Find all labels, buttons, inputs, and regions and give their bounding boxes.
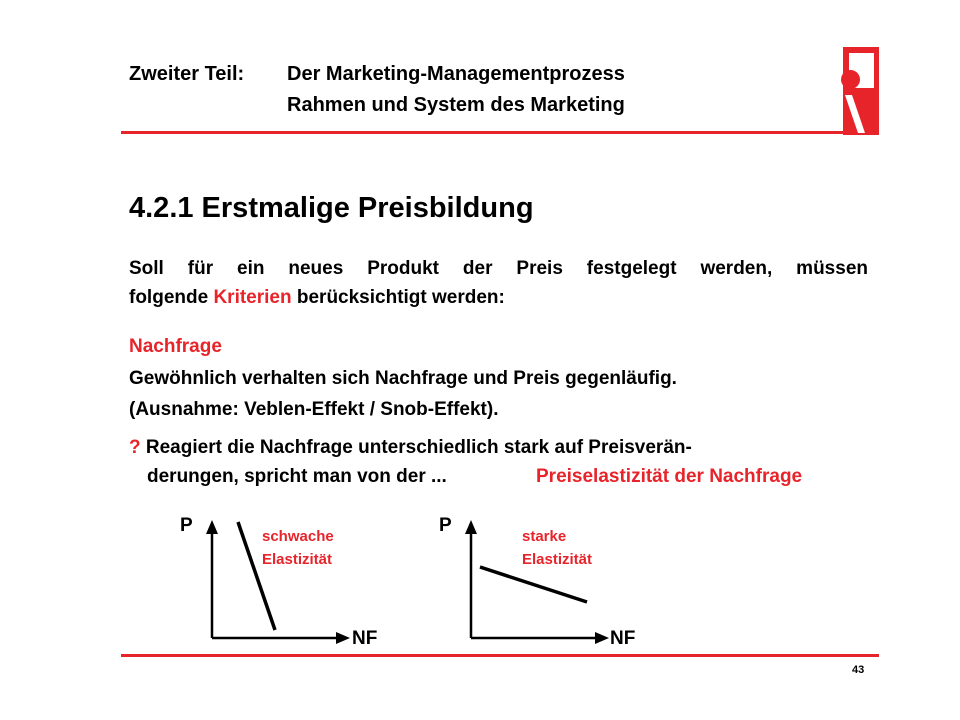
footer-divider: [121, 654, 879, 657]
question-mark-icon: ?: [129, 437, 141, 458]
section-title: 4.2.1 Erstmalige Preisbildung: [129, 192, 534, 224]
header-divider: [121, 131, 843, 134]
question-line-2: derungen, spricht man von der ...: [147, 466, 447, 487]
note-line-1: schwache: [262, 528, 334, 545]
y-axis-label: P: [180, 515, 193, 536]
x-axis-label: NF: [352, 628, 378, 649]
demand-line-2: (Ausnahme: Veblen-Effekt / Snob-Effekt).: [129, 399, 499, 420]
page-number: 43: [852, 664, 865, 676]
note-line-2: Elastizität: [522, 551, 593, 568]
header-line-1: Der Marketing-Managementprozess: [287, 63, 625, 85]
demand-line-1: Gewöhnlich verhalten sich Nachfrage und Preis gegenläufig.: [129, 368, 677, 389]
header-line-2: Rahmen und System des Marketing: [287, 94, 625, 116]
x-axis-arrow: [336, 632, 350, 644]
logo-slash-icon: [843, 85, 879, 135]
x-axis-arrow: [595, 632, 609, 644]
x-axis-label: NF: [610, 628, 636, 649]
kriterien-highlight: Kriterien: [213, 287, 292, 308]
y-axis-label: P: [439, 515, 452, 536]
note-line-2: Elastizität: [262, 551, 333, 568]
demand-heading: Nachfrage: [129, 336, 222, 357]
elasticity-term: Preiselastizität der Nachfrage: [536, 466, 803, 487]
note-line-1: starke: [522, 528, 567, 545]
demand-curve-flat: [480, 567, 587, 602]
question-line-1: ? Reagiert die Nachfrage unterschiedlich stark auf Preisverän-: [129, 437, 692, 458]
intro-line-1: Soll für ein neues Produkt der Preis festgelegt werden, müssen: [129, 258, 868, 279]
intro-line-2: folgende Kriterien berücksichtigt werden:: [129, 287, 505, 308]
header-part-label: Zweiter Teil:: [129, 63, 245, 85]
